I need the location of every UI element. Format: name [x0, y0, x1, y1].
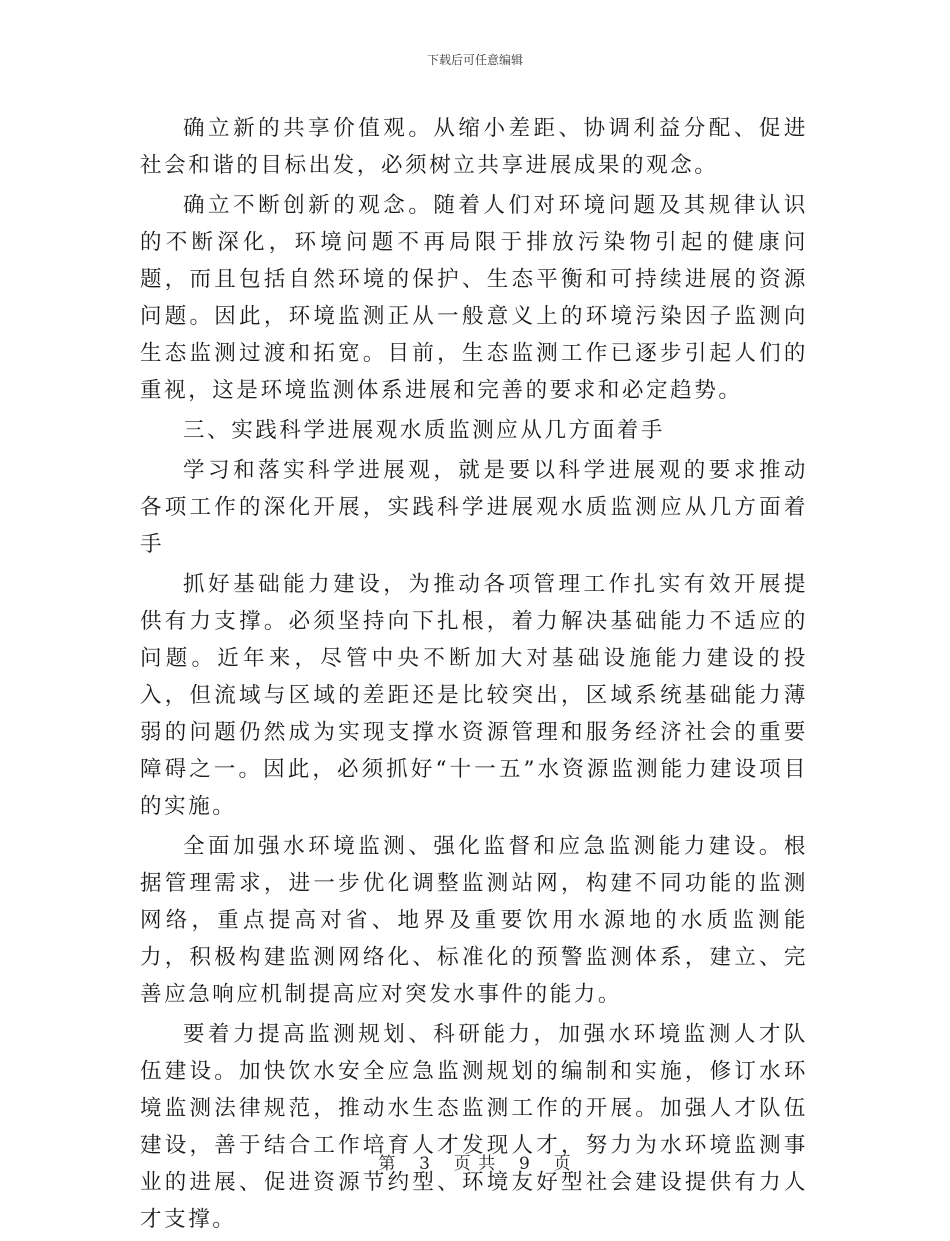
header-text: 下载后可任意编辑: [426, 53, 523, 67]
paragraph-scientific-development: 学习和落实科学进展观，就是要以科学进展观的要求推动各项工作的深化开展，实践科学进展观水质监测应从几方面着手: [140, 458, 808, 557]
footer-total-pages: 9: [519, 1154, 531, 1174]
paragraph-innovation: 确立不断创新的观念。随着人们对环境问题及其规律认识的不断深化，环境问题不再局限于排放污染物引起的健康问题，而且包括自然环境的保护、生态平衡和可持续进展的资源问题。因此，环境监测正从一般意义上的环境污染因子监测向生态监测过渡和拓宽。目前，生态监测工作已逐步引起人们的重视，这是环境监测体系进展和完善的要求和必定趋势。: [140, 193, 808, 403]
footer-suffix: 页: [553, 1154, 572, 1174]
page-header: [0, 52, 950, 68]
footer-current-page: 3: [419, 1154, 431, 1174]
footer-prefix: 第: [378, 1154, 397, 1174]
paragraph-shared-values: 确立新的共享价值观。从缩小差距、协调利益分配、促进社会和谐的目标出发，必须树立共享进展成果的观念。: [140, 116, 808, 178]
document-body: [140, 110, 808, 1241]
section-heading-three: 三、实践科学进展观水质监测应从几方面着手: [183, 418, 666, 443]
footer-mid: 页 共: [453, 1154, 497, 1174]
paragraph-talent-building: 要着力提高监测规划、科研能力，加强水环境监测人才队伍建设。加快饮水安全应急监测规划的编制和实施，修订水环境监测法律规范，推动水生态监测工作的开展。加强人才队伍建设，善于结合工作培育人才发现人才，努力为水环境监测事业的进展、促进资源节约型、环境友好型社会建设提供有力人才支撑。: [140, 1022, 808, 1232]
paragraph-monitoring-capacity: 全面加强水环境监测、强化监督和应急监测能力建设。根据管理需求，进一步优化调整监测站网，构建不同功能的监测网络，重点提高对省、地界及重要饮用水源地的水质监测能力，积极构建监测网络化、标准化的预警监测体系，建立、完善应急响应机制提高应对突发水事件的能力。: [140, 834, 808, 1007]
paragraph-basic-capacity: 抓好基础能力建设，为推动各项管理工作扎实有效开展提供有力支撑。必须坚持向下扎根，着力解决基础能力不适应的问题。近年来，尽管中央不断加大对基础设施能力建设的投入，但流域与区域的差距还是比较突出，区域系统基础能力薄弱的问题仍然成为实现支撑水资源管理和服务经济社会的重要障碍之一。因此，必须抓好“十一五”水资源监测能力建设项目的实施。: [140, 572, 808, 819]
page-footer: [0, 1153, 950, 1175]
